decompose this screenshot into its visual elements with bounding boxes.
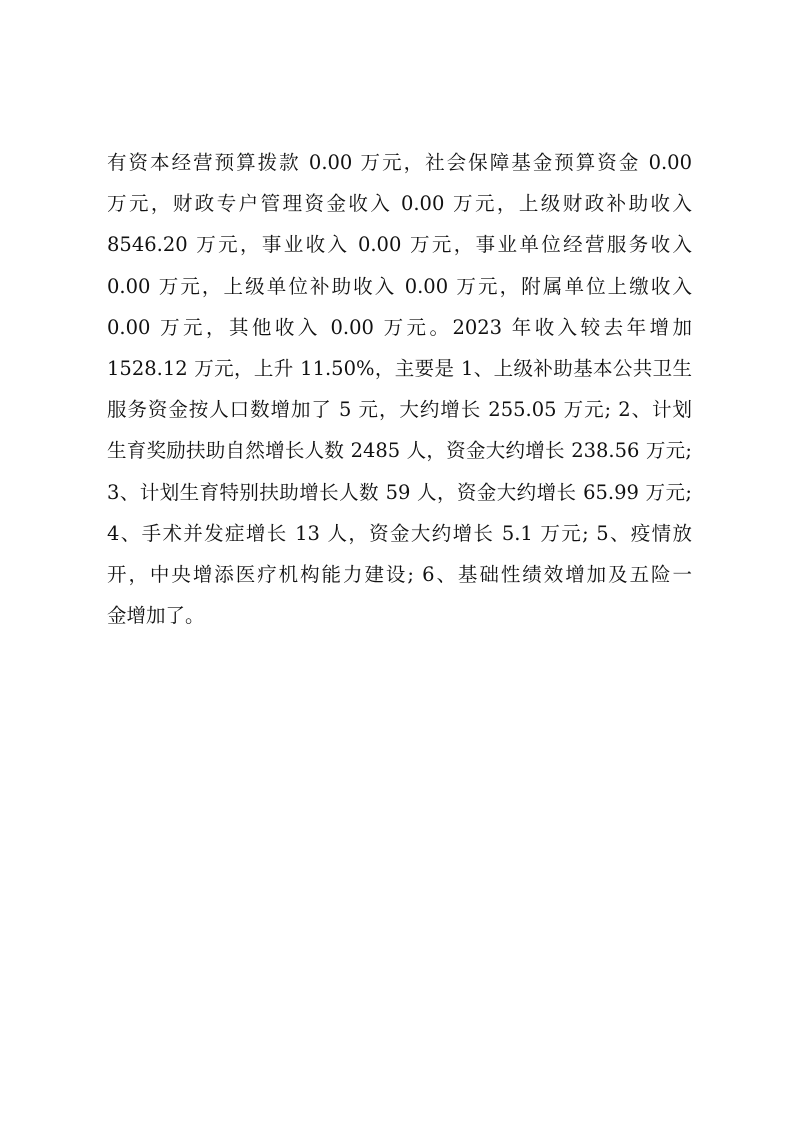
paragraph-line: 生育奖励扶助自然增长人数 2485 人，资金大约增长 238.56 万元; xyxy=(107,439,692,463)
paragraph-line: 服务资金按人口数增加了 5 元，大约增长 255.05 万元; 2、计划 xyxy=(107,398,692,422)
paragraph-line: 0.00 万元，其他收入 0.00 万元。2023 年收入较去年增加 xyxy=(107,315,692,339)
paragraph-line: 8546.20 万元，事业收入 0.00 万元，事业单位经营服务收入 xyxy=(107,233,692,257)
paragraph-line: 3、计划生育特别扶助增长人数 59 人，资金大约增长 65.99 万元; xyxy=(107,480,692,504)
paragraph-line: 0.00 万元，上级单位补助收入 0.00 万元，附属单位上缴收入 xyxy=(107,274,692,298)
paragraph-line: 金增加了。 xyxy=(107,604,205,628)
paragraph-line: 万元，财政专户管理资金收入 0.00 万元，上级财政补助收入 xyxy=(107,192,692,216)
paragraph-line: 4、手术并发症增长 13 人，资金大约增长 5.1 万元; 5、疫情放 xyxy=(107,521,692,545)
paragraph-line: 1528.12 万元，上升 11.50%，主要是 1、上级补助基本公共卫生 xyxy=(107,356,692,380)
paragraph-line: 有资本经营预算拨款 0.00 万元，社会保障基金预算资金 0.00 xyxy=(107,151,692,174)
paragraph-line: 开，中央增添医疗机构能力建设; 6、基础性绩效增加及五险一 xyxy=(107,562,692,586)
body-paragraph xyxy=(107,142,692,636)
